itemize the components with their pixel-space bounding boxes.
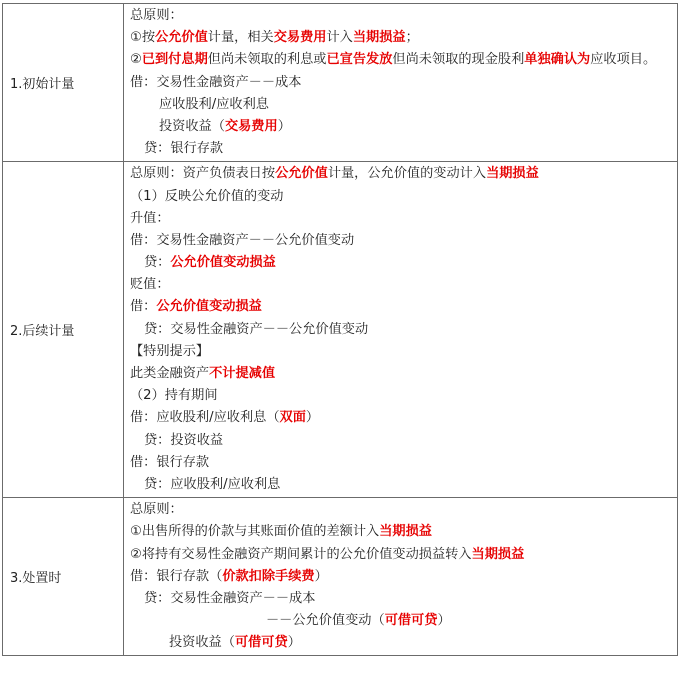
row-content: [124, 4, 678, 162]
line-text: 总原则：资产负债表日按: [130, 166, 276, 182]
content-line: [130, 94, 677, 116]
line-text: 借：银行存款（: [130, 568, 223, 584]
line-text: 此类金融资产: [130, 366, 210, 382]
content-line: [130, 499, 677, 521]
line-text: 升值：: [130, 210, 170, 226]
table-row: [3, 4, 678, 162]
highlighted-term: 已宣告发放: [326, 52, 393, 68]
content-line: [130, 252, 677, 274]
row-label: 1.初始计量: [3, 4, 124, 162]
line-text: ）: [437, 613, 451, 629]
content-line: [130, 319, 677, 341]
table-row: [3, 498, 678, 656]
highlighted-term: 已到付息期: [141, 52, 208, 68]
highlighted-term: 公允价值变动损益: [156, 299, 262, 315]
highlighted-term: 交易费用: [273, 30, 327, 46]
highlighted-term: 双面: [279, 410, 306, 426]
line-text: 借：应收股利/应收利息（: [130, 410, 280, 426]
content-line: [130, 230, 677, 252]
line-text: ）: [305, 410, 320, 426]
line-text: ②将持有交易性金融资产期间累计的公允价值变动损益转入: [130, 546, 472, 562]
line-text: 计入: [326, 30, 353, 46]
line-text: ）: [277, 118, 291, 134]
content-line: [130, 341, 677, 363]
line-text: 贷：应收股利/应收利息: [144, 476, 281, 492]
highlighted-term: 单独确认为: [524, 52, 591, 68]
line-text: 贬值：: [130, 277, 170, 293]
highlighted-term: 当期损益: [352, 30, 406, 46]
highlighted-term: 不计提减值: [209, 366, 276, 382]
line-text: （1）反映公允价值的变动: [130, 188, 284, 204]
line-text: 借：交易性金融资产－－成本: [130, 74, 302, 90]
content-line: [130, 363, 677, 385]
highlighted-term: 公允价值变动损益: [170, 255, 276, 271]
line-text: 贷：交易性金融资产－－公允价值变动: [144, 321, 369, 337]
content-line: [130, 72, 677, 94]
content-line: [130, 385, 677, 407]
line-text: ；: [405, 30, 419, 46]
line-text: 应收项目。: [590, 52, 657, 68]
row-content: [124, 162, 678, 498]
content-line: [130, 610, 677, 632]
line-text: 投资收益（: [169, 635, 235, 651]
content-line: [130, 544, 677, 566]
line-text: 总原则：: [130, 8, 183, 23]
line-text: ①出售所得的价款与其账面价值的差额计入: [130, 524, 380, 540]
line-text: 总原则：: [130, 502, 183, 518]
content-line: [130, 208, 677, 230]
highlighted-term: 交易费用: [224, 118, 278, 134]
line-text: 【特别提示】: [130, 343, 210, 359]
line-text: 计量，公允价值的变动计入: [327, 166, 487, 182]
line-text: 应收股利/应收利息: [159, 96, 269, 112]
content-line: [130, 186, 677, 208]
content-line: [130, 632, 677, 654]
content-line: [130, 521, 677, 543]
line-text: 但尚未领取的利息或: [207, 52, 327, 68]
highlighted-term: 价款扣除手续费: [222, 568, 315, 584]
line-text: ①按: [130, 30, 156, 46]
line-text: 贷：投资收益: [144, 432, 224, 448]
accounting-table: [2, 3, 678, 656]
line-text: 借：银行存款: [130, 454, 210, 470]
line-text: （2）持有期间: [130, 388, 218, 404]
highlighted-term: 当期损益: [471, 546, 525, 562]
row-content: [124, 498, 678, 656]
row-label: 3.处置时: [3, 498, 124, 656]
content-line: [130, 407, 677, 429]
content-line: [130, 49, 677, 71]
line-text: ）: [314, 568, 328, 584]
content-line: [130, 588, 677, 610]
content-line: [130, 138, 677, 160]
line-text: 借：交易性金融资产－－公允价值变动: [130, 232, 355, 248]
content-line: [130, 474, 677, 496]
highlighted-term: 当期损益: [486, 166, 539, 182]
line-text: 借：: [130, 299, 157, 315]
content-line: [130, 430, 677, 452]
line-text: 但尚未领取的现金股利: [392, 52, 525, 68]
content-line: [130, 116, 677, 138]
highlighted-term: 公允价值: [155, 30, 208, 46]
content-line: [130, 163, 677, 185]
content-line: [130, 274, 677, 296]
content-line: [130, 5, 677, 27]
content-line: [130, 452, 677, 474]
highlighted-term: 当期损益: [379, 524, 432, 540]
line-text: －－公允价值变动（: [266, 613, 385, 629]
line-text: 计量，相关: [207, 30, 274, 46]
line-text: ）: [287, 635, 301, 651]
line-text: 贷：银行存款: [144, 141, 224, 157]
content-line: [130, 566, 677, 588]
content-line: [130, 27, 677, 49]
line-text: 贷：交易性金融资产－－成本: [144, 590, 316, 606]
table-body: [3, 4, 678, 656]
line-text: ②: [130, 52, 142, 68]
line-text: 贷：: [144, 255, 171, 271]
table-row: [3, 162, 678, 498]
highlighted-term: 公允价值: [275, 166, 328, 182]
row-label: 2.后续计量: [3, 162, 124, 498]
highlighted-term: 可借可贷: [384, 613, 438, 629]
line-text: 投资收益（: [159, 118, 225, 134]
highlighted-term: 可借可贷: [234, 635, 288, 651]
content-line: [130, 296, 677, 318]
